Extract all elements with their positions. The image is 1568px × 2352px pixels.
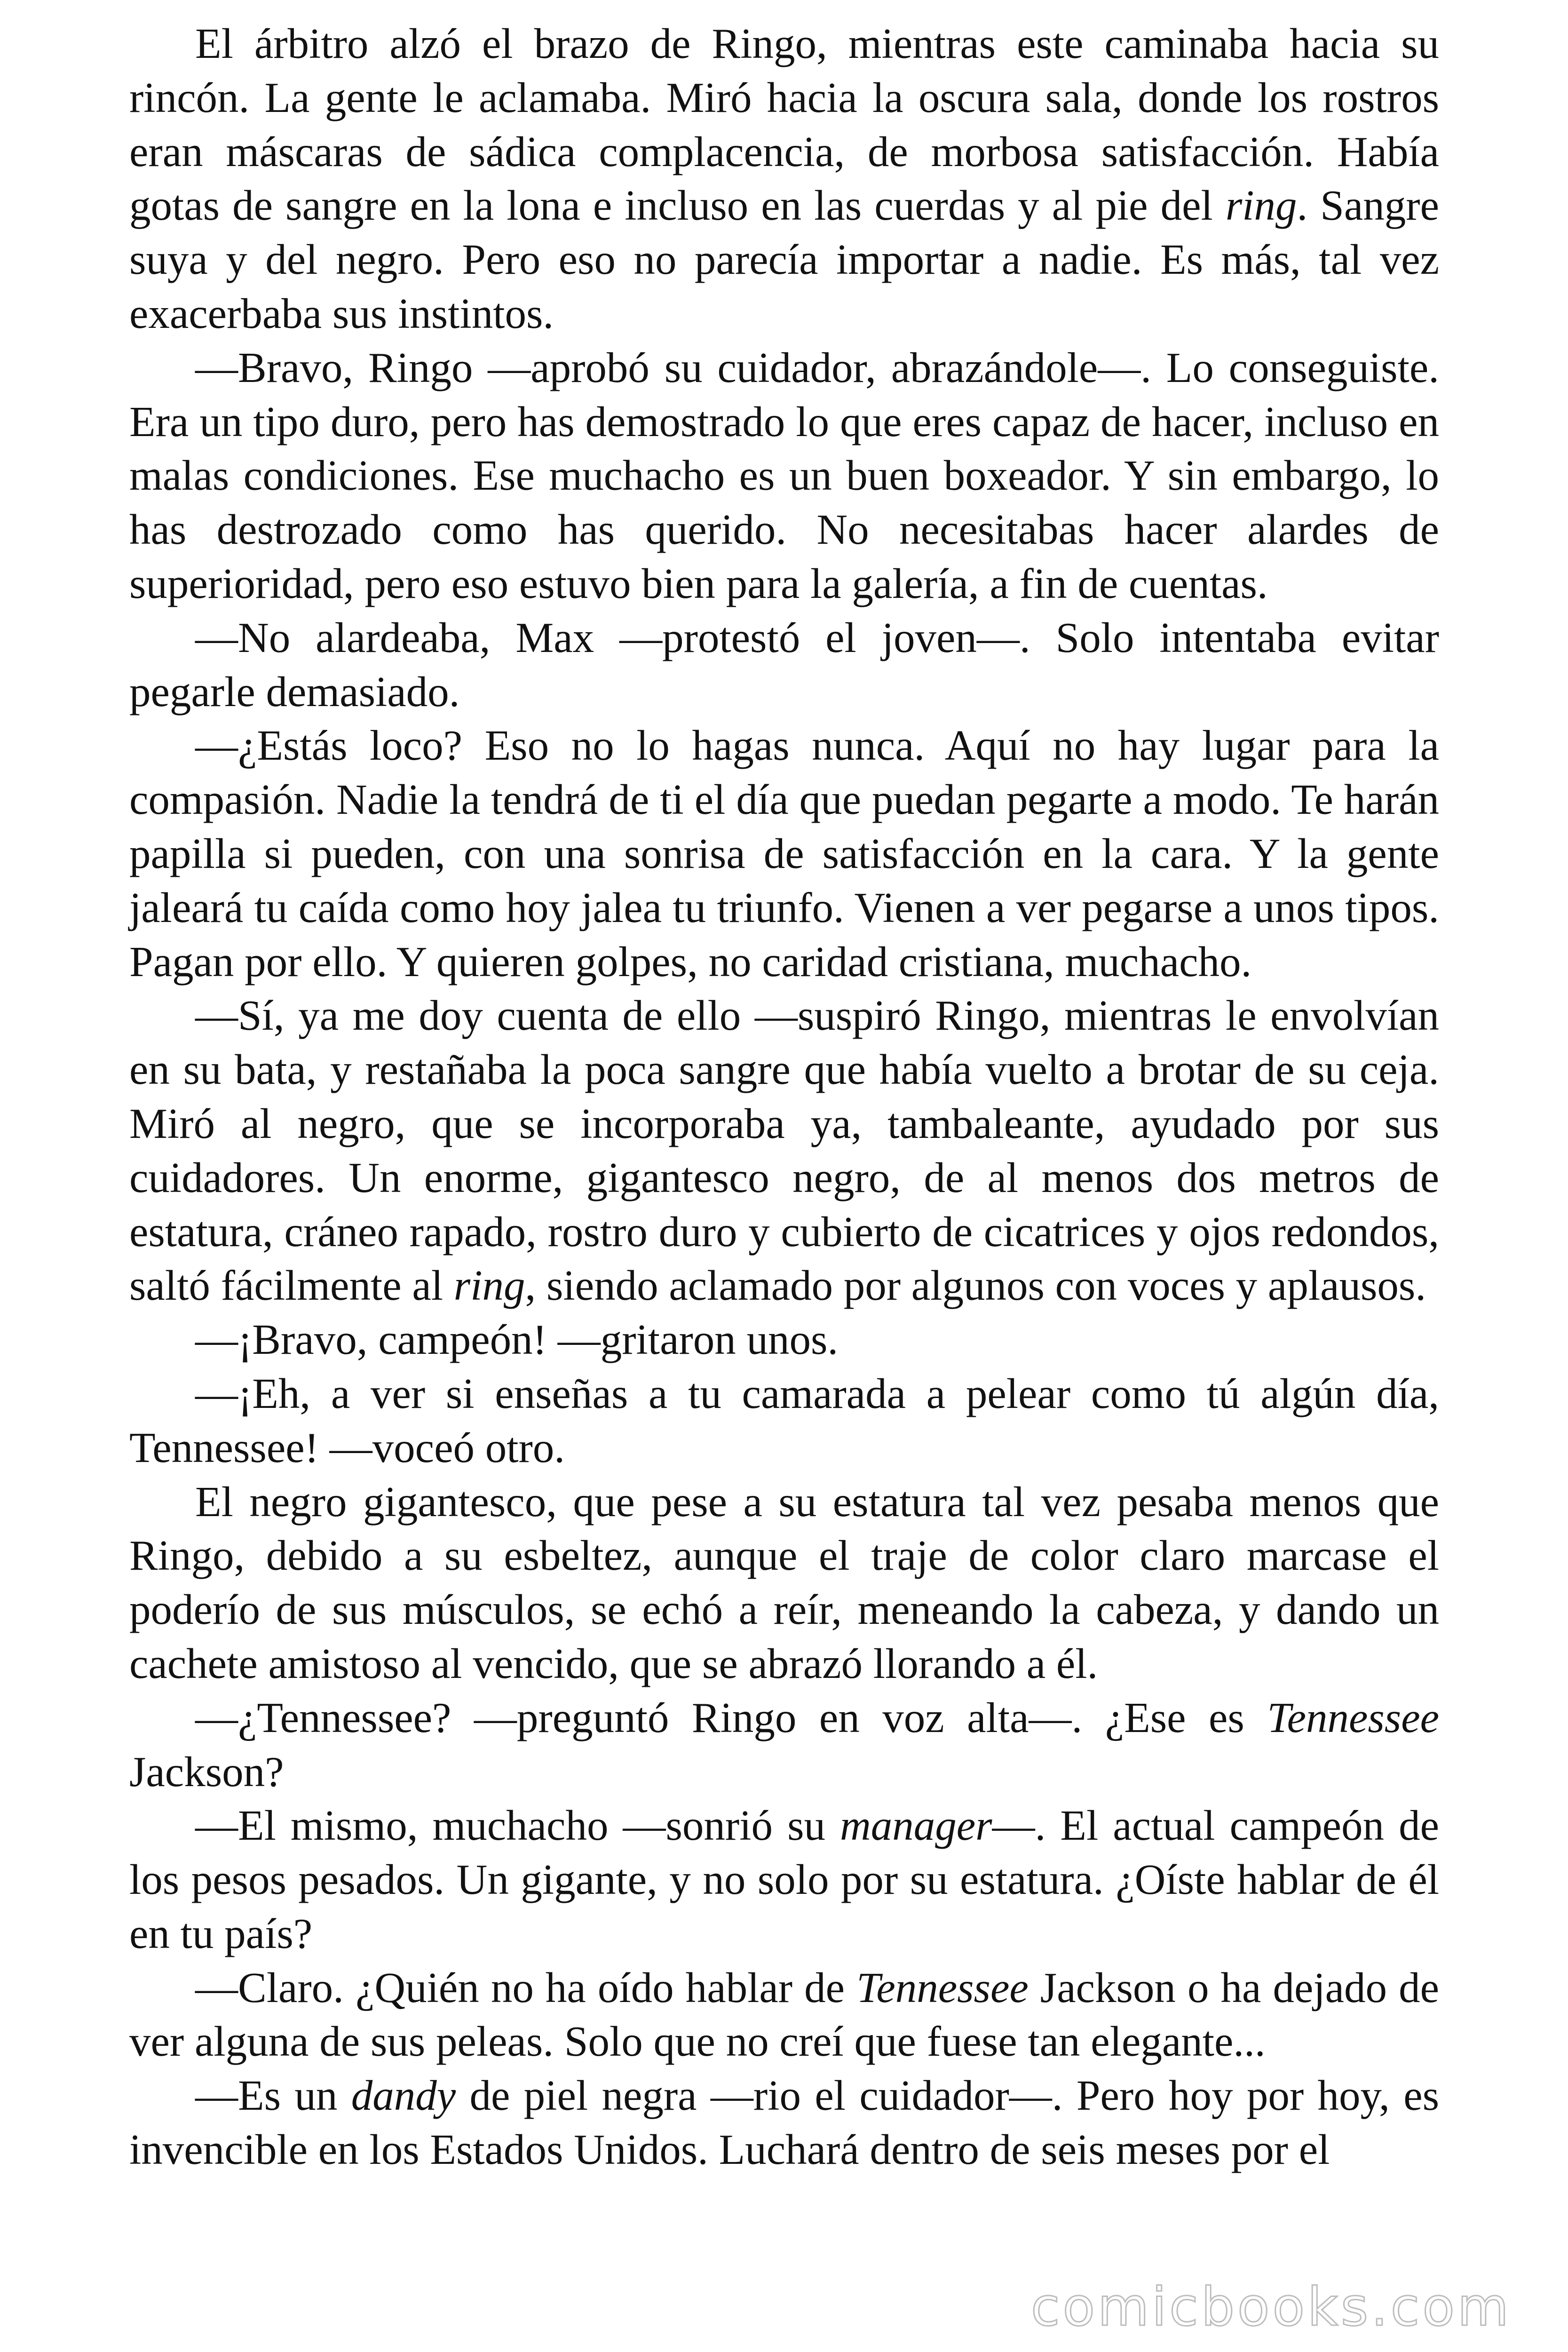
paragraph-12: —Es un dandy de piel negra —rio el cuidador—. Pero hoy por hoy, es invencible en los Estados Unidos. Luchará dentro de seis meses por el	[129, 2072, 1439, 2174]
watermark: comicbooks.com	[1030, 2277, 1512, 2338]
paragraph-11: —Claro. ¿Quién no ha oído hablar de Tennessee Jackson o ha dejado de ver alguna de sus peleas. Solo que no creí que fuese tan elegante...	[129, 1963, 1439, 2066]
paragraph-3: —No alardeaba, Max —protestó el joven—. Solo intentaba evitar pegarle demasiado.	[129, 613, 1439, 715]
paragraph-2: —Bravo, Ringo —aprobó su cuidador, abrazándole—. Lo conseguiste. Era un tipo duro, pero has demostrado lo que eres capaz de hacer, incluso en malas condiciones. Ese muchacho es un buen boxeador. Y sin embargo, lo has destrozado como has querido. No necesitabas hacer alardes de superioridad, pero eso estuvo bien para la galería, a fin de cuentas.	[129, 343, 1439, 607]
paragraph-8: El negro gigantesco, que pese a su estatura tal vez pesaba menos que Ringo, debido a su esbeltez, aunque el traje de color claro marcase el poderío de sus músculos, se echó a reír, meneando la cabeza, y dando un cachete amistoso al vencido, que se abrazó llorando a él.	[129, 1478, 1439, 1687]
book-page	[129, 17, 1439, 2177]
paragraph-10: —El mismo, muchacho —sonrió su manager—. El actual campeón de los pesos pesados. Un gigante, y no solo por su estatura. ¿Oíste hablar de él en tu país?	[129, 1802, 1440, 1957]
paragraph-7: —¡Eh, a ver si enseñas a tu camarada a pelear como tú algún día, Tennessee! —voceó otro.	[129, 1369, 1439, 1471]
paragraph-4: —¿Estás loco? Eso no lo hagas nunca. Aquí no hay lugar para la compasión. Nadie la tendrá de ti el día que puedan pegarte a modo. Te harán papilla si pueden, con una sonrisa de satisfacción en la cara. Y la gente jaleará tu caída como hoy jalea tu triunfo. Vienen a ver pegarse a unos tipos. Pagan por ello. Y quieren golpes, no caridad cristiana, muchacho.	[129, 722, 1439, 985]
paragraph-6: —¡Bravo, campeón! —gritaron unos.	[195, 1316, 839, 1364]
paragraph-1: El árbitro alzó el brazo de Ringo, mientras este caminaba hacia su rincón. La gente le aclamaba. Miró hacia la oscura sala, donde los rostros eran máscaras de sádica complacencia, de morbosa satisfacción. Había gotas de sangre en la lona e incluso en las cuerdas y al pie del ring. Sangre suya y del negro. Pero eso no parecía importar a nadie. Es más, tal vez exacerbaba sus instintos.	[129, 20, 1439, 337]
paragraph-9: —¿Tennessee? —preguntó Ringo en voz alta—. ¿Ese es Tennessee Jackson?	[129, 1693, 1439, 1796]
paragraph-5: —Sí, ya me doy cuenta de ello —suspiró Ringo, mientras le envolvían en su bata, y restañaba la poca sangre que había vuelto a brotar de su ceja. Miró al negro, que se incorporaba ya, tambaleante, ayudado por sus cuidadores. Un enorme, gigantesco negro, de al menos dos metros de estatura, cráneo rapado, rostro duro y cubierto de cicatrices y ojos redondos, saltó fácilmente al ring, siendo aclamado por algunos con voces y aplausos.	[129, 992, 1439, 1310]
